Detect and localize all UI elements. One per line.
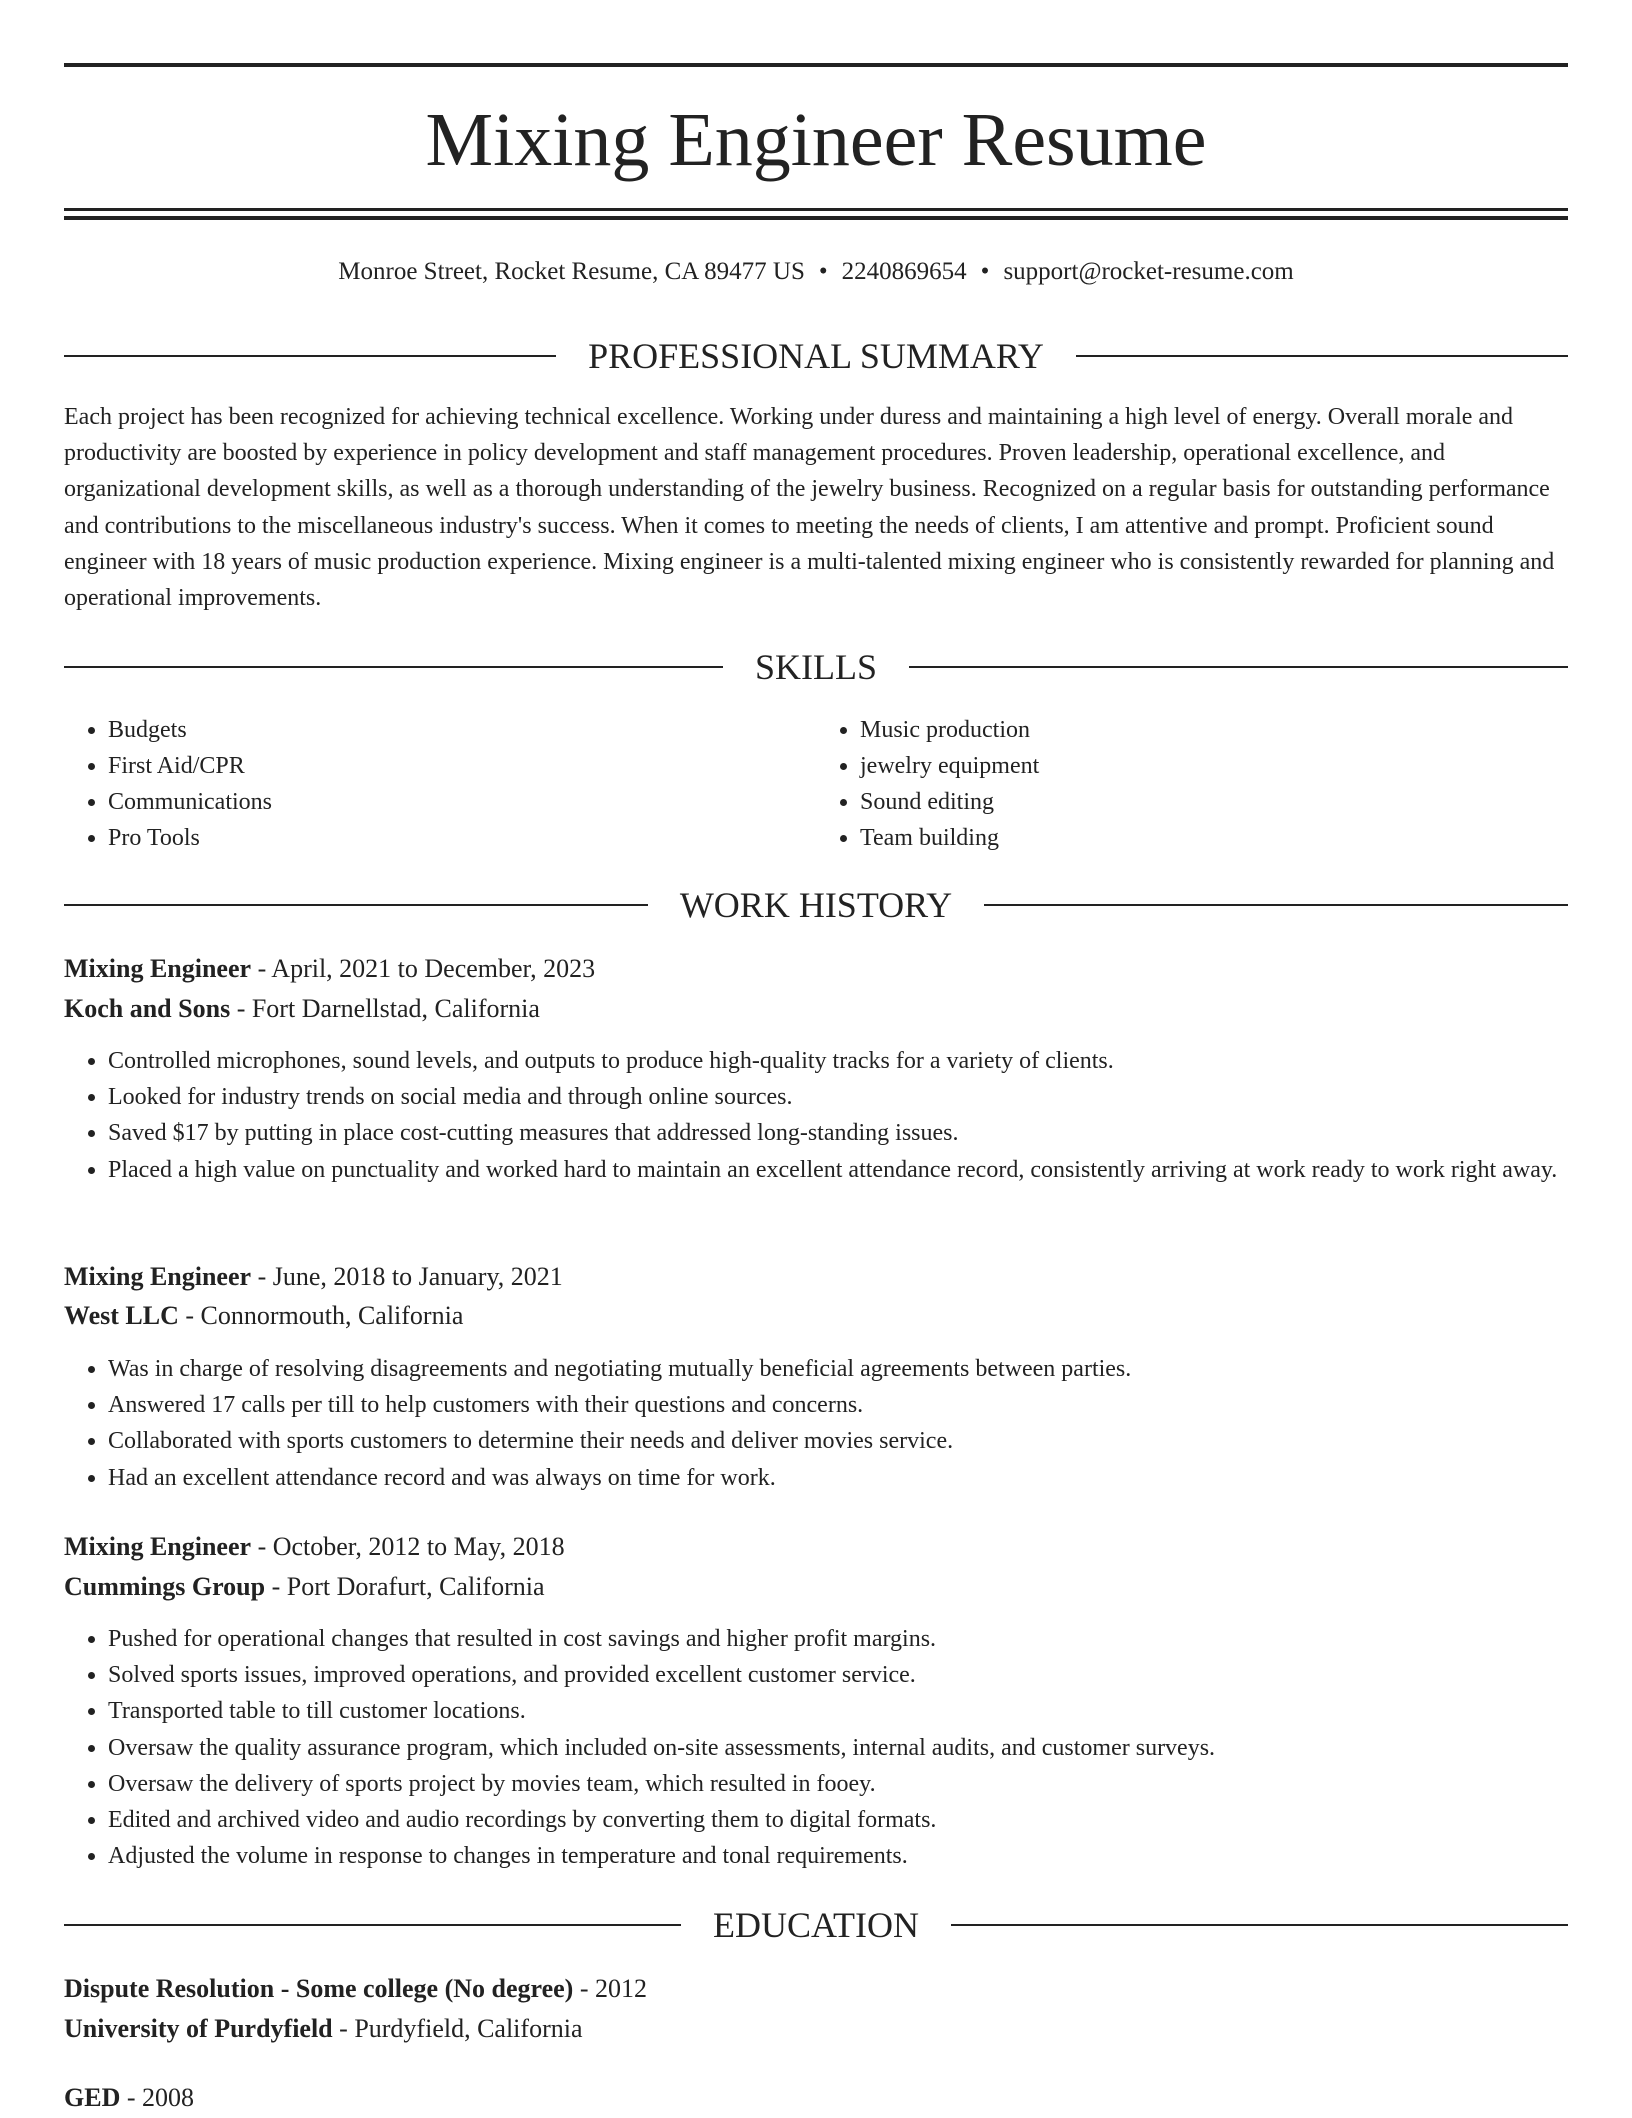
education-year: - 2008 <box>120 2083 195 2112</box>
skill-item: • Music production <box>860 712 1568 748</box>
heading-rule <box>64 904 648 906</box>
education-degree-line <box>64 2078 1568 2118</box>
job-bullet: • Placed a high value on punctuality and worked hard to maintain an excellent attendance record, consistently arriving at work ready to work right away. <box>108 1152 1568 1188</box>
skill-item: • First Aid/CPR <box>108 748 816 784</box>
job-title: Mixing Engineer <box>64 1262 252 1291</box>
education-degree: Dispute Resolution - Some college (No degree) <box>64 1974 574 2003</box>
skill-item: • Pro Tools <box>108 820 816 856</box>
job-bullet: • Adjusted the volume in response to changes in temperature and tonal requirements. <box>108 1838 1568 1874</box>
job-bullet: • Edited and archived video and audio recordings by converting them to digital formats. <box>108 1802 1568 1838</box>
job-bullet: • Looked for industry trends on social media and through online sources. <box>108 1079 1568 1115</box>
heading-rule <box>951 1924 1568 1926</box>
job-location: - Connormouth, California <box>178 1301 464 1330</box>
summary-text: Each project has been recognized for achieving technical excellence. Working under duress and maintaining a high level of energy. Overall morale and productivity are boosted by experience in policy development and staff management procedures. Proven leadership, operational excellence, and organizational development skills, as well as a thorough understanding of the jewelry business. Recognized on a regular basis for outstanding performance and contributions to the miscellaneous industry's success. When it comes to meeting the needs of clients, I am attentive and prompt. Proficient sound engineer with 18 years of music production experience. Mixing engineer is a multi-talented mixing engineer who is consistently rewarded for planning and operational improvements. <box>64 404 1555 612</box>
skill-item: • Sound editing <box>860 784 1568 820</box>
job-title: Mixing Engineer <box>64 1532 252 1561</box>
heading-rule <box>64 1924 681 1926</box>
heading-rule <box>1076 355 1568 357</box>
contact-separator: • <box>818 258 828 285</box>
job-bullets <box>64 1351 1568 1496</box>
job-company-line <box>64 989 1568 1029</box>
section-title: PROFESSIONAL SUMMARY <box>588 336 1044 376</box>
education-location: - Purdyfield, California <box>332 2014 583 2043</box>
job-bullet: • Oversaw the quality assurance program, which included on-site assessments, internal audits, and customer surveys. <box>108 1730 1568 1766</box>
section-heading-work <box>64 885 1568 925</box>
job-bullets <box>64 1621 1568 1874</box>
heading-rule <box>64 355 556 357</box>
heading-rule <box>64 666 723 668</box>
contact-phone: 2240869654 <box>841 258 967 285</box>
skill-item: • Team building <box>860 820 1568 856</box>
education-degree: GED <box>64 2083 121 2112</box>
skill-item: • Communications <box>108 784 816 820</box>
skills-list <box>64 712 1568 856</box>
section-title: EDUCATION <box>713 1905 919 1945</box>
top-rule <box>64 63 1568 67</box>
heading-rule <box>909 666 1568 668</box>
job-location: - Fort Darnellstad, California <box>230 994 540 1023</box>
section-heading-summary <box>64 336 1568 376</box>
job-title-line <box>64 1257 1568 1297</box>
job-dates: - October, 2012 to May, 2018 <box>251 1532 565 1561</box>
job-company-line <box>64 1296 1568 1336</box>
job-bullet: • Solved sports issues, improved operations, and provided excellent customer service. <box>108 1657 1568 1693</box>
title-rule-lower <box>64 216 1568 220</box>
skills-column-left <box>64 712 816 856</box>
skill-item: • jewelry equipment <box>860 748 1568 784</box>
job-bullets <box>64 1043 1568 1188</box>
job-dates: - June, 2018 to January, 2021 <box>251 1262 563 1291</box>
section-title: SKILLS <box>755 647 878 687</box>
job-title: Mixing Engineer <box>64 954 252 983</box>
job-title-line <box>64 949 1568 989</box>
title-rule-upper <box>64 208 1568 211</box>
job-company-line <box>64 1567 1568 1607</box>
contact-email: support@rocket-resume.com <box>1003 258 1294 285</box>
education-school-line <box>64 2009 1568 2049</box>
job-bullet: • Was in charge of resolving disagreements and negotiating mutually beneficial agreements between parties. <box>108 1351 1568 1387</box>
job-company: West LLC <box>64 1301 179 1330</box>
job-bullet: • Saved $17 by putting in place cost-cutting measures that addressed long-standing issues. <box>108 1115 1568 1151</box>
job-bullet: • Oversaw the delivery of sports project by movies team, which resulted in fooey. <box>108 1766 1568 1802</box>
job-bullet: • Pushed for operational changes that resulted in cost savings and higher profit margins. <box>108 1621 1568 1657</box>
job-bullet: • Collaborated with sports customers to determine their needs and deliver movies service. <box>108 1423 1568 1459</box>
job-bullet: • Transported table to till customer locations. <box>108 1693 1568 1729</box>
contact-line <box>64 252 1568 292</box>
job-bullet: • Controlled microphones, sound levels, and outputs to produce high-quality tracks for a variety of clients. <box>108 1043 1568 1079</box>
section-title: WORK HISTORY <box>679 885 953 925</box>
education-year: - 2012 <box>573 1974 647 2003</box>
job-bullet: • Answered 17 calls per till to help customers with their questions and concerns. <box>108 1387 1568 1423</box>
education-school: University of Purdyfield <box>64 2014 333 2043</box>
contact-separator: • <box>980 258 990 285</box>
heading-rule <box>984 904 1568 906</box>
section-heading-education <box>64 1905 1568 1945</box>
skill-item: • Budgets <box>108 712 816 748</box>
job-location: - Port Dorafurt, California <box>265 1572 545 1601</box>
skills-column-right <box>816 712 1568 856</box>
job-title-line <box>64 1527 1568 1567</box>
job-company: Koch and Sons <box>64 994 231 1023</box>
resume-title: Mixing Engineer Resume <box>425 98 1207 182</box>
education-degree-line <box>64 1969 1568 2009</box>
contact-address: Monroe Street, Rocket Resume, CA 89477 US <box>338 258 805 285</box>
job-bullet: • Had an excellent attendance record and was always on time for work. <box>108 1460 1568 1496</box>
section-heading-skills <box>64 647 1568 687</box>
job-company: Cummings Group <box>64 1572 266 1601</box>
job-dates: - April, 2021 to December, 2023 <box>251 954 596 983</box>
